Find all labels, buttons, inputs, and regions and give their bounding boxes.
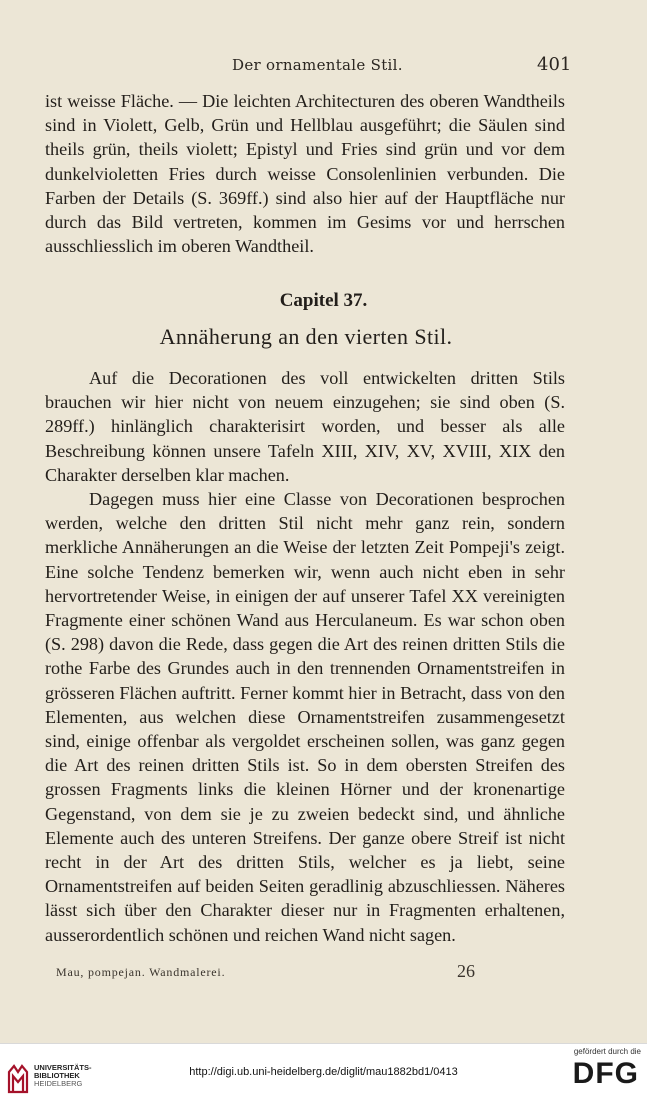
chapter-title: Annäherung an den vierten Stil. bbox=[159, 324, 453, 349]
body-text-main bbox=[45, 366, 565, 947]
library-line-2: BIBLIOTHEK bbox=[34, 1071, 80, 1080]
running-title: Der ornamentale Stil. bbox=[232, 56, 403, 74]
signature-mark: Mau, pompejan. Wandmalerei. bbox=[56, 965, 226, 979]
viewer-footer bbox=[0, 1043, 647, 1102]
paragraph-continued: ist weisse Fläche. — Die leichten Architecturen des oberen Wandtheils sind in Violett, Gelb, Grün und Hellblau ausgeführt; die Säulen sind theils grün, theils violett; Epistyl und Fries sind grün und vor dem dunkelvioletten Fries durch weisse Consolenlinien verbunden. Die Farben der Details (S. 369ff.) sind also hier auf der Hauptfläche nur durch das Bild vertreten, kommen im Gesims vor und herrschen ausschliesslich im oberen Wandtheil. bbox=[45, 91, 565, 257]
funder-caption: gefördert durch die bbox=[573, 1047, 641, 1056]
dfg-logo[interactable]: DFG bbox=[572, 1057, 639, 1090]
library-line-3: HEIDELBERG bbox=[34, 1079, 83, 1088]
signature-number: 26 bbox=[457, 961, 475, 981]
chapter-number: Capitel 37. bbox=[279, 290, 368, 311]
page-number: 401 bbox=[537, 54, 572, 75]
paragraph-1: Auf die Decorationen des voll entwickelten dritten Stils brauchen wir hier nicht von neuem einzugehen; sie sind oben (S. 289ff.) hinlänglich charakterisirt worden, und besser als alle Beschreibung können unsere Tafeln XIII, XIV, XV, XVIII, XIX den Charakter derselben klar machen. bbox=[45, 368, 565, 485]
paragraph-2: Dagegen muss hier eine Classe von Decorationen besprochen werden, welche den dritten Stil nicht mehr ganz rein, sondern merkliche Annäherungen an die Weise der letzten Zeit Pompeji's zeigt. Eine solche Tendenz bemerken wir, wenn auch nicht eben in sehr hervortretender Weise, in einigen der auf unserer Tafel XX vereinigten Fragmente einer schönen Wand aus Herculaneum. Es war schon oben (S. 298) davon die Rede, dass gegen die Art des reinen dritten Stils die rothe Farbe des Grundes auch in den trennenden Ornamentstreifen in grösseren Flächen auftritt. Ferner kommt hier in Betracht, dass von den Elementen, aus welchen diese Ornamentstreifen zusammengesetzt sind, einige offenbar als vergoldet erscheinen sollen, was ganz gegen die Art des reinen dritten Stils ist. So in dem obersten Streifen des grossen Fragments links die kleinen Hörner und der kronenartige Gegenstand, von dem sie je zu zweien bedeckt sind, und ähnliche Elemente auch des unteren Streifens. Der ganze obere Streif ist nicht recht in der Art des dritten Stils, welcher es ja liebt, seine Ornamentstreifen auf beiden Seiten geradlinig abzuschliessen. Näheres lässt sich über den Charakter dieser nur in Fragmenten erhaltenen, ausserordentlich schönen und reichen Wand nicht sagen. bbox=[45, 489, 565, 945]
body-text-top bbox=[45, 89, 565, 258]
permalink-url[interactable]: http://digi.ub.uni-heidelberg.de/diglit/mau1882bd1/0413 bbox=[189, 1066, 458, 1078]
library-line-1: UNIVERSITÄTS- bbox=[34, 1063, 92, 1072]
